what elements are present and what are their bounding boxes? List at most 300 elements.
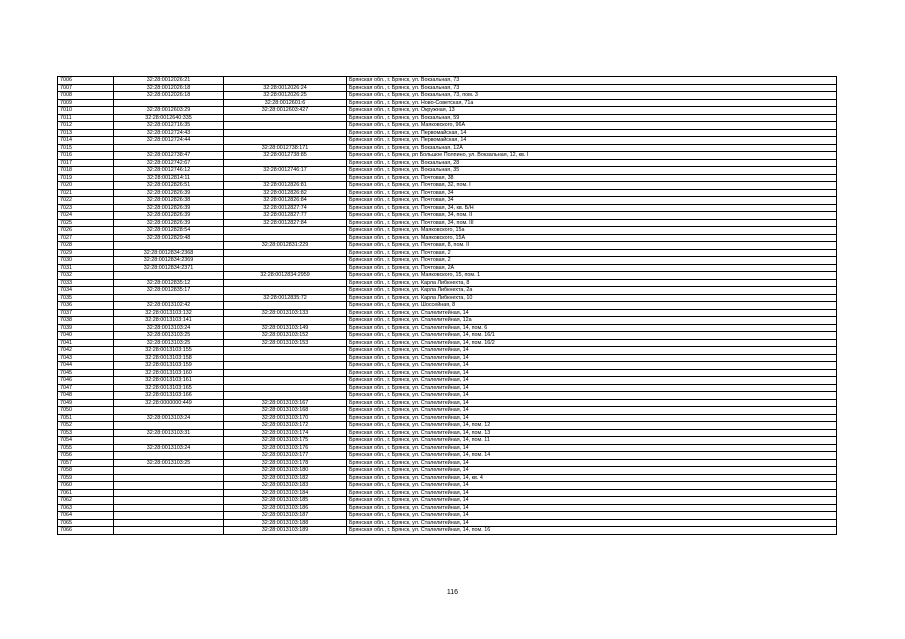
cadastral-number-cell: 32:28:0013102:42: [114, 302, 224, 310]
table-row: [58, 294, 837, 302]
address-cell: Брянская обл., г. Брянск, ул. Сталелитейная, 14, пом. 14: [347, 452, 837, 460]
object-cadastral-number-cell: 32:28:0013103:133: [224, 309, 347, 317]
address-cell: Брянская обл., г. Брянск, ул. Сталелитейная, 14, кв. 4: [347, 474, 837, 482]
object-cadastral-number-cell: [224, 279, 347, 287]
cadastral-number-cell: 32:28:0012603:29: [114, 107, 224, 115]
address-cell: Брянская обл., г. Брянск, ул. Сталелитейная, 14: [347, 512, 837, 520]
cadastral-number-cell: 32:28:0013103:132: [114, 309, 224, 317]
object-cadastral-number-cell: 32:28:0012835:72: [224, 294, 347, 302]
address-cell: Брянская обл., г. Брянск, ул. Почтовая, 2А: [347, 264, 837, 272]
cadastral-number-cell: 32:28:0013103:161: [114, 377, 224, 385]
table-row: [58, 512, 837, 520]
row-number-cell: 7046: [58, 377, 114, 385]
address-cell: Брянская обл., г. Брянск, ул. Сталелитейная, 14: [347, 482, 837, 490]
cadastral-number-cell: 32:28:0012826:51: [114, 182, 224, 190]
row-number-cell: 7054: [58, 437, 114, 445]
cadastral-number-cell: [114, 242, 224, 250]
row-number-cell: 7020: [58, 182, 114, 190]
object-cadastral-number-cell: 32:28:0013103:180: [224, 467, 347, 475]
row-number-cell: 7063: [58, 504, 114, 512]
object-cadastral-number-cell: [224, 114, 347, 122]
row-number-cell: 7009: [58, 99, 114, 107]
table-row: [58, 354, 837, 362]
row-number-cell: 7064: [58, 512, 114, 520]
object-cadastral-number-cell: 32:28:0013103:177: [224, 452, 347, 460]
row-number-cell: 7039: [58, 324, 114, 332]
address-cell: Брянская обл., г. Брянск, ул. Сталелитейная, 12а: [347, 317, 837, 325]
object-cadastral-number-cell: 32:28:0013103:153: [224, 339, 347, 347]
object-cadastral-number-cell: 32:28:0013103:185: [224, 497, 347, 505]
address-cell: Брянская обл., г. Брянск, ул. Сталелитейная, 14: [347, 384, 837, 392]
address-cell: Брянская обл., г. Брянск, ул. Сталелитейная, 14: [347, 459, 837, 467]
object-cadastral-number-cell: [224, 377, 347, 385]
row-number-cell: 7059: [58, 474, 114, 482]
row-number-cell: 7036: [58, 302, 114, 310]
cadastral-number-cell: [114, 437, 224, 445]
row-number-cell: 7008: [58, 92, 114, 100]
cadastral-number-cell: [114, 489, 224, 497]
row-number-cell: 7030: [58, 257, 114, 265]
row-number-cell: 7044: [58, 362, 114, 370]
object-cadastral-number-cell: 32:28:0012827:74: [224, 204, 347, 212]
row-number-cell: 7007: [58, 84, 114, 92]
object-cadastral-number-cell: 32:28:0013103:183: [224, 482, 347, 490]
address-cell: Брянская обл., г. Брянск, ул. Карла Либкнехта, 2а: [347, 287, 837, 295]
object-cadastral-number-cell: 32:28:0012827:84: [224, 219, 347, 227]
row-number-cell: 7042: [58, 347, 114, 355]
address-cell: Брянская обл., г. Брянск, ул. Маяковского, 96А: [347, 122, 837, 130]
address-cell: Брянская обл., г. Брянск, ул. Сталелитейная, 14, пом. 16/2: [347, 339, 837, 347]
object-cadastral-number-cell: 32:28:0012738:171: [224, 144, 347, 152]
object-cadastral-number-cell: 32:28:0013103:182: [224, 474, 347, 482]
table-row: [58, 227, 837, 235]
table-row: [58, 317, 837, 325]
row-number-cell: 7019: [58, 174, 114, 182]
object-cadastral-number-cell: 32:28:0013103:189: [224, 527, 347, 535]
table-row: [58, 212, 837, 220]
row-number-cell: 7032: [58, 272, 114, 280]
cadastral-number-cell: [114, 474, 224, 482]
address-cell: Брянская обл., г. Брянск, ул. Почтовая, 34: [347, 189, 837, 197]
cadastral-number-cell: 32:28:0012716:35: [114, 122, 224, 130]
row-number-cell: 7012: [58, 122, 114, 130]
row-number-cell: 7028: [58, 242, 114, 250]
address-cell: Брянская обл., г. Брянск, рп Большое Полпино, ул. Вокзальная, 12, кв. I: [347, 152, 837, 160]
address-cell: Брянская обл., г. Брянск, ул. Почтовая, 38: [347, 174, 837, 182]
row-number-cell: 7065: [58, 519, 114, 527]
table-row: [58, 429, 837, 437]
row-number-cell: 7011: [58, 114, 114, 122]
row-number-cell: 7013: [58, 129, 114, 137]
cadastral-number-cell: 32:28:0013103:25: [114, 339, 224, 347]
cadastral-number-cell: 32:28:0012829:48: [114, 234, 224, 242]
address-cell: Брянская обл., г. Брянск, ул. Шоссейная, 8: [347, 302, 837, 310]
row-number-cell: 7010: [58, 107, 114, 115]
cadastral-number-cell: 32:28:0012826:39: [114, 204, 224, 212]
row-number-cell: 7066: [58, 527, 114, 535]
cadastral-number-cell: [114, 272, 224, 280]
table-row: [58, 137, 837, 145]
cadastral-number-cell: 32:28:0013103:25: [114, 459, 224, 467]
cadastral-number-cell: [114, 497, 224, 505]
cadastral-number-cell: 32:28:0012026:18: [114, 84, 224, 92]
cadastral-number-cell: 32:28:0012640:335: [114, 114, 224, 122]
row-number-cell: 7016: [58, 152, 114, 160]
cadastral-number-cell: [114, 512, 224, 520]
address-cell: Брянская обл., г. Брянск, ул. Вокзальная, 59: [347, 114, 837, 122]
row-number-cell: 7018: [58, 167, 114, 175]
object-cadastral-number-cell: 32:28:0013103:149: [224, 324, 347, 332]
object-cadastral-number-cell: 32:28:0013103:172: [224, 422, 347, 430]
object-cadastral-number-cell: [224, 264, 347, 272]
address-cell: Брянская обл., г. Брянск, ул. Маяковского, 15а: [347, 227, 837, 235]
address-cell: Брянская обл., г. Брянск, ул. Вокзальная, 12А: [347, 144, 837, 152]
address-cell: Брянская обл., г. Брянск, ул. Сталелитейная, 14: [347, 377, 837, 385]
object-cadastral-number-cell: 32:28:0013103:175: [224, 437, 347, 445]
address-cell: Брянская обл., г. Брянск, ул. Сталелитейная, 14: [347, 399, 837, 407]
table-row: [58, 92, 837, 100]
object-cadastral-number-cell: 32:28:0013103:186: [224, 504, 347, 512]
row-number-cell: 7021: [58, 189, 114, 197]
object-cadastral-number-cell: 32:28:0012826:84: [224, 197, 347, 205]
table-row: [58, 204, 837, 212]
row-number-cell: 7015: [58, 144, 114, 152]
table-row: [58, 339, 837, 347]
object-cadastral-number-cell: 32:28:0012831:229: [224, 242, 347, 250]
table-row: [58, 122, 837, 130]
table-row: [58, 129, 837, 137]
table-row: [58, 444, 837, 452]
cadastral-number-cell: [114, 482, 224, 490]
object-cadastral-number-cell: [224, 249, 347, 257]
table-row: [58, 384, 837, 392]
row-number-cell: 7027: [58, 234, 114, 242]
object-cadastral-number-cell: 32:28:0012738:85: [224, 152, 347, 160]
cadastral-number-cell: 32:28:0012026:18: [114, 92, 224, 100]
address-cell: Брянская обл., г. Брянск, ул. Сталелитейная, 14: [347, 467, 837, 475]
address-cell: Брянская обл., г. Брянск, ул. Окружная, 13: [347, 107, 837, 115]
row-number-cell: 7023: [58, 204, 114, 212]
object-cadastral-number-cell: 32:28:0013103:176: [224, 444, 347, 452]
table-row: [58, 332, 837, 340]
cadastral-number-cell: 32:28:0013103:159: [114, 362, 224, 370]
table-row: [58, 399, 837, 407]
row-number-cell: 7047: [58, 384, 114, 392]
object-cadastral-number-cell: [224, 174, 347, 182]
row-number-cell: 7035: [58, 294, 114, 302]
table-row: [58, 77, 837, 85]
table-row: [58, 519, 837, 527]
address-cell: Брянская обл., г. Брянск, ул. Вокзальная, 35: [347, 167, 837, 175]
row-number-cell: 7022: [58, 197, 114, 205]
address-cell: Брянская обл., г. Брянск, ул. Сталелитейная, 14: [347, 414, 837, 422]
object-cadastral-number-cell: [224, 354, 347, 362]
address-cell: Брянская обл., г. Брянск, ул. Сталелитейная, 14, пом. 16: [347, 527, 837, 535]
cadastral-number-cell: [114, 407, 224, 415]
cadastral-number-cell: 32:28:0013103:24: [114, 444, 224, 452]
address-cell: Брянская обл., г. Брянск, ул. Маяковского, 15А: [347, 234, 837, 242]
row-number-cell: 7055: [58, 444, 114, 452]
address-cell: Брянская обл., г. Брянск, ул. Почтовая, 34, пом. III: [347, 219, 837, 227]
address-cell: Брянская обл., г. Брянск, ул. Сталелитейная, 14, пом. 12: [347, 422, 837, 430]
address-cell: Брянская обл., г. Брянск, ул. Сталелитейная, 14, пом. 16/1: [347, 332, 837, 340]
cadastral-number-cell: 32:28:0012835:12: [114, 279, 224, 287]
object-cadastral-number-cell: 32:28:0013103:184: [224, 489, 347, 497]
row-number-cell: 7048: [58, 392, 114, 400]
address-cell: Брянская обл., г. Брянск, ул. Почтовая, 34, пом. II: [347, 212, 837, 220]
row-number-cell: 7051: [58, 414, 114, 422]
cadastral-number-cell: [114, 452, 224, 460]
object-cadastral-number-cell: [224, 302, 347, 310]
cadastral-number-cell: 32:28:0000000:449: [114, 399, 224, 407]
address-cell: Брянская обл., г. Брянск, ул. Сталелитейная, 14: [347, 489, 837, 497]
row-number-cell: 7041: [58, 339, 114, 347]
object-cadastral-number-cell: 32:28:0013103:152: [224, 332, 347, 340]
address-cell: Брянская обл., г. Брянск, ул. Почтовая, 8, пом. II: [347, 242, 837, 250]
cadastral-number-cell: 32:28:0012826:39: [114, 219, 224, 227]
table-row: [58, 377, 837, 385]
registry-table-body: [58, 77, 837, 535]
address-cell: Брянская обл., г. Брянск, ул. Первомайская, 14: [347, 137, 837, 145]
cadastral-number-cell: 32:28:0012826:38: [114, 197, 224, 205]
table-row: [58, 144, 837, 152]
object-cadastral-number-cell: [224, 227, 347, 235]
address-cell: Брянская обл., г. Брянск, ул. Сталелитейная, 14, пом. 6: [347, 324, 837, 332]
row-number-cell: 7026: [58, 227, 114, 235]
registry-table: [57, 76, 837, 535]
cadastral-number-cell: 32:28:0013103:155: [114, 347, 224, 355]
address-cell: Брянская обл., г. Брянск, ул. Маяковского, 15, пом. 1: [347, 272, 837, 280]
row-number-cell: 7029: [58, 249, 114, 257]
object-cadastral-number-cell: 32:28:0012026:25: [224, 92, 347, 100]
row-number-cell: 7014: [58, 137, 114, 145]
object-cadastral-number-cell: [224, 347, 347, 355]
cadastral-number-cell: 32:28:0012834:2369: [114, 257, 224, 265]
table-row: [58, 392, 837, 400]
table-row: [58, 152, 837, 160]
table-row: [58, 159, 837, 167]
cadastral-number-cell: [114, 144, 224, 152]
address-cell: Брянская обл., г. Брянск, ул. Сталелитейная, 14: [347, 392, 837, 400]
object-cadastral-number-cell: 32:28:0013103:178: [224, 459, 347, 467]
cadastral-number-cell: 32:28:0012746:12: [114, 167, 224, 175]
row-number-cell: 7052: [58, 422, 114, 430]
object-cadastral-number-cell: 32:28:0012826:81: [224, 182, 347, 190]
row-number-cell: 7034: [58, 287, 114, 295]
table-row: [58, 249, 837, 257]
table-row: [58, 189, 837, 197]
address-cell: Брянская обл., г. Брянск, ул. Вокзальная, 73: [347, 77, 837, 85]
address-cell: Брянская обл., г. Брянск, ул. Сталелитейная, 14: [347, 347, 837, 355]
row-number-cell: 7017: [58, 159, 114, 167]
cadastral-number-cell: 32:28:0012724:43: [114, 129, 224, 137]
cadastral-number-cell: 32:28:0012826:39: [114, 189, 224, 197]
object-cadastral-number-cell: [224, 287, 347, 295]
cadastral-number-cell: 32:28:0013103:25: [114, 332, 224, 340]
cadastral-number-cell: 32:28:0012026:21: [114, 77, 224, 85]
object-cadastral-number-cell: 32:28:0012603:427: [224, 107, 347, 115]
address-cell: Брянская обл., г. Брянск, ул. Почтовая, 2: [347, 249, 837, 257]
row-number-cell: 7062: [58, 497, 114, 505]
row-number-cell: 7049: [58, 399, 114, 407]
table-row: [58, 84, 837, 92]
table-row: [58, 272, 837, 280]
table-row: [58, 437, 837, 445]
object-cadastral-number-cell: 32:28:0013103:174: [224, 429, 347, 437]
row-number-cell: 7025: [58, 219, 114, 227]
object-cadastral-number-cell: [224, 137, 347, 145]
address-cell: Брянская обл., г. Брянск, ул. Вокзальная, 73: [347, 84, 837, 92]
table-row: [58, 174, 837, 182]
address-cell: Брянская обл., г. Брянск, ул. Сталелитейная, 14: [347, 369, 837, 377]
address-cell: Брянская обл., г. Брянск, ул. Сталелитейная, 14: [347, 309, 837, 317]
address-cell: Брянская обл., г. Брянск, ул. Сталелитейная, 14: [347, 407, 837, 415]
table-row: [58, 257, 837, 265]
table-row: [58, 489, 837, 497]
table-row: [58, 324, 837, 332]
object-cadastral-number-cell: 32:28:0012601:6: [224, 99, 347, 107]
cadastral-number-cell: 32:28:0013103:24: [114, 324, 224, 332]
table-row: [58, 459, 837, 467]
table-row: [58, 504, 837, 512]
object-cadastral-number-cell: 32:28:0012026:24: [224, 84, 347, 92]
table-row: [58, 114, 837, 122]
row-number-cell: 7061: [58, 489, 114, 497]
row-number-cell: 7033: [58, 279, 114, 287]
object-cadastral-number-cell: [224, 392, 347, 400]
cadastral-number-cell: 32:28:0012835:17: [114, 287, 224, 295]
cadastral-number-cell: 32:28:0012724:44: [114, 137, 224, 145]
address-cell: Брянская обл., г. Брянск, ул. Сталелитейная, 14: [347, 519, 837, 527]
object-cadastral-number-cell: 32:28:0013103:188: [224, 519, 347, 527]
row-number-cell: 7053: [58, 429, 114, 437]
cadastral-number-cell: 32:28:0012828:54: [114, 227, 224, 235]
row-number-cell: 7056: [58, 452, 114, 460]
cadastral-number-cell: [114, 99, 224, 107]
cadastral-number-cell: 32:28:0013103:166: [114, 392, 224, 400]
table-row: [58, 167, 837, 175]
object-cadastral-number-cell: 32:28:0012746:17: [224, 167, 347, 175]
cadastral-number-cell: 32:28:0012834:2368: [114, 249, 224, 257]
cadastral-number-cell: 32:28:0013103:24: [114, 414, 224, 422]
table-row: [58, 302, 837, 310]
object-cadastral-number-cell: [224, 369, 347, 377]
cadastral-number-cell: [114, 467, 224, 475]
table-row: [58, 219, 837, 227]
cadastral-number-cell: 32:28:0013103:158: [114, 354, 224, 362]
address-cell: Брянская обл., г. Брянск, ул. Ново-Советская, 71а: [347, 99, 837, 107]
table-row: [58, 197, 837, 205]
page-number: 116: [446, 589, 459, 596]
row-number-cell: 7058: [58, 467, 114, 475]
cadastral-number-cell: 32:28:0012738:47: [114, 152, 224, 160]
cadastral-number-cell: 32:28:0012742:67: [114, 159, 224, 167]
table-row: [58, 99, 837, 107]
object-cadastral-number-cell: [224, 122, 347, 130]
object-cadastral-number-cell: 32:28:0012834:2959: [224, 272, 347, 280]
address-cell: Брянская обл., г. Брянск, ул. Почтовая, 34, кв. Б/Н: [347, 204, 837, 212]
row-number-cell: 7038: [58, 317, 114, 325]
table-row: [58, 369, 837, 377]
table-row: [58, 422, 837, 430]
address-cell: Брянская обл., г. Брянск, ул. Вокзальная, 73, пом. 3: [347, 92, 837, 100]
table-row: [58, 279, 837, 287]
row-number-cell: 7045: [58, 369, 114, 377]
object-cadastral-number-cell: [224, 317, 347, 325]
object-cadastral-number-cell: 32:28:0012826:82: [224, 189, 347, 197]
object-cadastral-number-cell: 32:28:0012827:77: [224, 212, 347, 220]
table-row: [58, 347, 837, 355]
object-cadastral-number-cell: 32:28:0013103:167: [224, 399, 347, 407]
table-row: [58, 362, 837, 370]
row-number-cell: 7043: [58, 354, 114, 362]
address-cell: Брянская обл., г. Брянск, ул. Почтовая, 34: [347, 197, 837, 205]
row-number-cell: 7006: [58, 77, 114, 85]
address-cell: Брянская обл., г. Брянск, ул. Сталелитейная, 14: [347, 444, 837, 452]
object-cadastral-number-cell: [224, 159, 347, 167]
cadastral-number-cell: 32:28:0012834:2371: [114, 264, 224, 272]
address-cell: Брянская обл., г. Брянск, ул. Сталелитейная, 14: [347, 504, 837, 512]
table-row: [58, 474, 837, 482]
object-cadastral-number-cell: [224, 234, 347, 242]
address-cell: Брянская обл., г. Брянск, ул. Сталелитейная, 14, пом. 11: [347, 437, 837, 445]
cadastral-number-cell: [114, 504, 224, 512]
address-cell: Брянская обл., г. Брянск, ул. Карла Либкнехта, 10: [347, 294, 837, 302]
address-cell: Брянская обл., г. Брянск, ул. Сталелитейная, 14, пом. 13: [347, 429, 837, 437]
object-cadastral-number-cell: 32:28:0013103:170: [224, 414, 347, 422]
object-cadastral-number-cell: [224, 129, 347, 137]
table-row: [58, 414, 837, 422]
address-cell: Брянская обл., г. Брянск, ул. Почтовая, 2: [347, 257, 837, 265]
table-row: [58, 452, 837, 460]
table-row: [58, 497, 837, 505]
row-number-cell: 7031: [58, 264, 114, 272]
cadastral-number-cell: 32:28:0012814:11: [114, 174, 224, 182]
table-row: [58, 467, 837, 475]
table-row: [58, 264, 837, 272]
address-cell: Брянская обл., г. Брянск, ул. Почтовая, 32, пом. I: [347, 182, 837, 190]
address-cell: Брянская обл., г. Брянск, ул. Сталелитейная, 14: [347, 354, 837, 362]
table-row: [58, 527, 837, 535]
address-cell: Брянская обл., г. Брянск, ул. Первомайская, 14: [347, 129, 837, 137]
address-cell: Брянская обл., г. Брянск, ул. Сталелитейная, 14: [347, 497, 837, 505]
object-cadastral-number-cell: [224, 77, 347, 85]
table-row: [58, 182, 837, 190]
object-cadastral-number-cell: [224, 384, 347, 392]
address-cell: Брянская обл., г. Брянск, ул. Вокзальная, 28: [347, 159, 837, 167]
row-number-cell: 7050: [58, 407, 114, 415]
cadastral-number-cell: [114, 422, 224, 430]
table-row: [58, 482, 837, 490]
table-row: [58, 309, 837, 317]
table-row: [58, 407, 837, 415]
row-number-cell: 7037: [58, 309, 114, 317]
row-number-cell: 7040: [58, 332, 114, 340]
address-cell: Брянская обл., г. Брянск, ул. Сталелитейная, 14: [347, 362, 837, 370]
address-cell: Брянская обл., г. Брянск, ул. Карла Либкнехта, 8: [347, 279, 837, 287]
table-row: [58, 242, 837, 250]
row-number-cell: 7057: [58, 459, 114, 467]
cadastral-number-cell: 32:28:0013103:160: [114, 369, 224, 377]
cadastral-number-cell: [114, 294, 224, 302]
table-row: [58, 107, 837, 115]
object-cadastral-number-cell: [224, 257, 347, 265]
cadastral-number-cell: 32:28:0013103:141: [114, 317, 224, 325]
row-number-cell: 7024: [58, 212, 114, 220]
table-row: [58, 287, 837, 295]
object-cadastral-number-cell: [224, 362, 347, 370]
cadastral-number-cell: [114, 527, 224, 535]
